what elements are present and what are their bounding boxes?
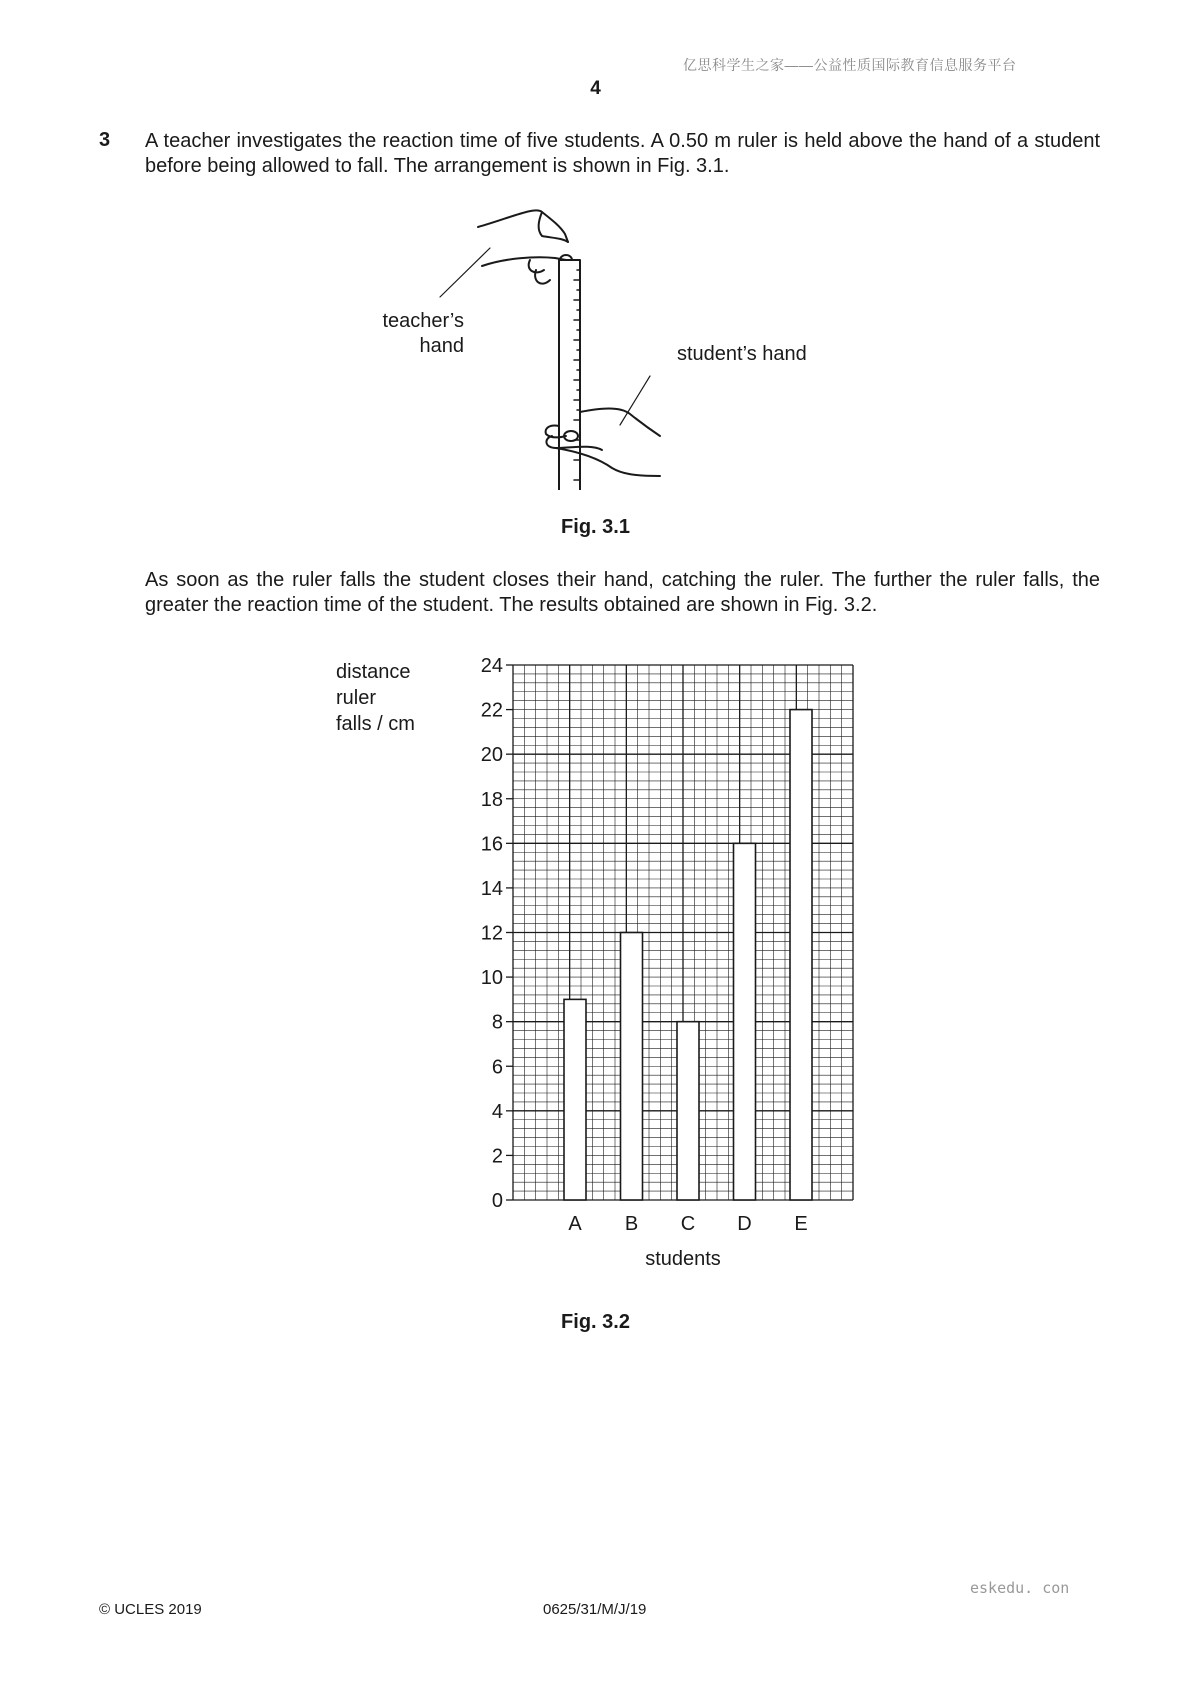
y-axis-label	[336, 661, 415, 735]
question-paragraph-2: As soon as the ruler falls the student closes their hand, catching the ruler. The further the ruler falls, the greater the reaction time of the student. The results obtained are shown in Fig. 3.2.	[145, 569, 1100, 616]
teacher-hand-leader	[440, 248, 490, 297]
question-text: A teacher investigates the reaction time of five students. A 0.50 m ruler is held above the hand of a student before being allowed to fall. The arrangement is shown in Fig. 3.1.	[145, 130, 1100, 177]
fig-3-2-caption: Fig. 3.2	[561, 1311, 630, 1333]
question-number: 3	[99, 129, 111, 151]
teacher-hand-drawing	[478, 210, 572, 283]
bar-A	[564, 999, 586, 1200]
y-tick-label: 8	[491, 1011, 503, 1034]
y-tick-label: 18	[480, 788, 503, 811]
fig-3-2-bar-chart	[300, 630, 880, 1280]
footer-code: 0625/31/M/J/19	[543, 1601, 647, 1618]
y-tick-label: 2	[491, 1145, 503, 1168]
footer-copyright: © UCLES 2019	[99, 1601, 202, 1618]
y-tick-label: 10	[480, 967, 503, 990]
x-tick-label: C	[680, 1213, 696, 1235]
x-tick-label: D	[737, 1213, 752, 1235]
bar-B	[621, 933, 643, 1201]
student-hand-label: student’s hand	[677, 343, 807, 365]
y-axis-label-line1: distance	[336, 661, 411, 683]
y-axis-label-line3: falls / cm	[336, 713, 415, 735]
y-tick-label: 20	[480, 744, 503, 767]
fig-3-1-caption: Fig. 3.1	[561, 516, 630, 538]
x-tick-label: E	[794, 1213, 808, 1235]
y-tick-label: 16	[480, 833, 503, 856]
x-axis-label: students	[645, 1248, 721, 1270]
x-tick-label: A	[568, 1213, 582, 1235]
y-tick-label: 6	[491, 1056, 503, 1079]
chart-bars	[564, 710, 812, 1200]
y-axis-label-line2: ruler	[336, 687, 377, 709]
bar-E	[790, 710, 812, 1200]
x-tick-label: B	[624, 1213, 639, 1235]
y-tick-label: 12	[480, 922, 503, 945]
y-tick-label: 24	[480, 655, 503, 677]
teacher-hand-label-line1: teacher’s	[382, 310, 464, 332]
y-axis-ticks	[481, 655, 513, 1212]
x-axis-ticks	[568, 1213, 807, 1235]
header-watermark: 亿思科学生之家——公益性质国际教育信息服务平台	[683, 57, 1017, 73]
page-number: 4	[590, 78, 601, 99]
bar-C	[677, 1022, 699, 1200]
y-tick-label: 0	[491, 1190, 503, 1212]
teacher-hand-label-line2: hand	[419, 335, 464, 357]
y-tick-label: 14	[480, 877, 503, 900]
y-tick-label: 22	[480, 699, 503, 722]
ruler	[559, 260, 580, 490]
teacher-hand-label	[330, 309, 464, 359]
y-tick-label: 4	[491, 1100, 503, 1123]
bar-D	[734, 843, 756, 1200]
footer-watermark: eskedu. con	[970, 1579, 1070, 1597]
